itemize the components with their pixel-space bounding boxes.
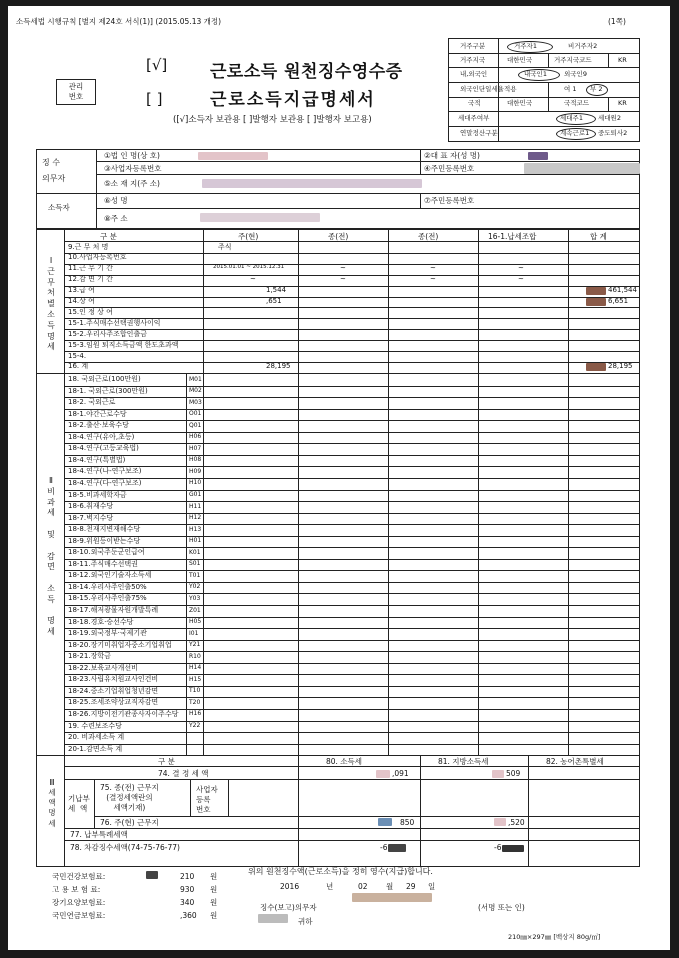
section2-row-code: H13 xyxy=(189,525,202,533)
row-divider xyxy=(64,663,640,664)
section2-row-code: Q01 xyxy=(189,421,202,429)
section2-row-code: H01 xyxy=(189,537,202,545)
row-divider xyxy=(64,466,640,467)
section2-row-code: Y22 xyxy=(189,722,201,729)
row-divider xyxy=(64,362,640,363)
section1-main-value: ~ xyxy=(250,275,256,284)
section2-row-label: 18-22.보육교사개선비 xyxy=(68,663,138,672)
row-divider xyxy=(64,593,640,594)
section2-row-label: 18-18.경호·승선수당 xyxy=(68,617,134,626)
section2-row-code: H14 xyxy=(189,664,202,672)
section2-row-code: Y21 xyxy=(189,641,201,649)
section2-row-code: M03 xyxy=(189,398,202,406)
section2-row-code: T20 xyxy=(189,698,201,706)
section2-row-label: 18-9.위원등이받는수당 xyxy=(68,536,141,545)
form-subtitle: ([√]소득자 보관용 [ ]발행자 보관용 [ ]발행자 보고용) xyxy=(173,115,372,125)
row-divider xyxy=(64,732,640,733)
section1-row-label: 16. 계 xyxy=(68,362,89,371)
section2-row-code: K01 xyxy=(189,548,201,556)
section2-side-label: Ⅱ 비 과 세 및 감 면 소 득 명 세 xyxy=(47,476,55,637)
section2-row-code: H08 xyxy=(189,456,202,464)
redaction xyxy=(586,287,606,295)
section2-row-label: 18-25.조세조약상교직자감면 xyxy=(68,698,159,707)
paper-spec: 210㎜×297㎜ [백상지 80g/㎡] xyxy=(508,933,601,941)
section1-total-value: 461,544 xyxy=(608,286,637,295)
section1-row-label: 15-2.우리사주조합인출금 xyxy=(68,329,147,338)
section2-row-code: Y03 xyxy=(189,594,201,602)
section2-row-label: 18-20.장기미취업자중소기업취업 xyxy=(68,640,172,649)
section1-main-value: 주식 xyxy=(218,242,232,251)
row-divider xyxy=(64,524,640,525)
section2-row-label: 18-26.지방이전기관종사자이주수당 xyxy=(68,709,179,718)
section2-row-label: 18-19.외국정부·국제기관 xyxy=(68,629,147,638)
row-divider xyxy=(64,478,640,479)
section2-row-label: 18. 국외근로(100만원) xyxy=(68,375,141,383)
section1-main-value: 1,544 xyxy=(266,286,287,295)
section2-row-code: G01 xyxy=(189,491,202,498)
section2-row-label: 19. 수련보조수당 xyxy=(68,721,122,730)
section2-row-code: H11 xyxy=(189,502,202,510)
row-divider xyxy=(64,351,640,352)
section1-period-sep: ~ xyxy=(340,275,346,284)
section2-row-label: 18-10.외국주둔군인급여 xyxy=(68,548,145,557)
row-divider xyxy=(64,721,640,722)
row-divider xyxy=(64,307,640,308)
row-divider xyxy=(64,536,640,537)
row-divider xyxy=(64,409,640,410)
section1-row-label: 15-4. xyxy=(68,351,87,360)
row-divider xyxy=(64,617,640,618)
row-divider xyxy=(64,432,640,433)
section2-row-label: 18-21.장학금 xyxy=(68,652,111,661)
row-divider xyxy=(64,582,640,583)
row-divider xyxy=(64,513,640,514)
section2-row-code: R10 xyxy=(189,652,201,660)
section1-side-label: Ⅰ 근 무 처 별 소 득 명 세 xyxy=(47,256,55,352)
check-receipt: [√] xyxy=(146,56,168,74)
payer-side-label: 징 수 의무자 xyxy=(42,158,66,183)
section2-row-code: Y02 xyxy=(189,583,201,591)
section1-main-value: ,651 xyxy=(266,297,282,305)
row-divider xyxy=(64,329,640,330)
section2-row-label: 18-2. 국외근로 xyxy=(68,398,116,407)
section2-row-code: H05 xyxy=(189,618,202,626)
row-divider xyxy=(64,420,640,421)
section1-row-label: 15-3.임원 퇴직소득금액 한도초과액 xyxy=(68,340,179,349)
section2-row-label: 20-1.감면소득 계 xyxy=(68,744,123,753)
section2-row-label: 18-24.중소기업취업청년감면 xyxy=(68,686,159,695)
section2-row-label: 18-11.주식매수선택권 xyxy=(68,559,138,568)
row-divider xyxy=(64,443,640,444)
section1-period-sep: ~ xyxy=(430,264,436,273)
redaction xyxy=(586,298,606,306)
section2-row-label: 18-4.연구(고등교육법) xyxy=(68,444,139,453)
section1-main-value: 28,195 xyxy=(266,362,291,371)
section1-period-sep: ~ xyxy=(430,275,436,284)
form-title-receipt: 근로소득 원천징수영수증 xyxy=(210,62,403,82)
withholding-receipt-form: 소득세법 시행규칙 [별지 제24호 서식(1)] (2015.05.13 개정) (1쪽) 관리 번호 [√] [ ] 근로소득 원천징수영수증 근로소득지급명세서 ([√]소득자 보관용 [ ]발행자 보관용 [ ]발행자 보고용) 거주구분 거주자1 비거주자2 거주지국 대한민국 거주지국코드 KR 내,외국인 내국인1 외국인9 외국인단일세율적용 여 1 부 2 국적 대한민국 국적코드 KR 세대주여부 세대주1 세대원2 연말정산구분 계속근로1 중도퇴사2 징 수 의무자 ①법 인 명(상 호) ②대 표 자(성 명) ③사업자등록번호 ④주민등록번호 ⑤소 재 지(주 소) 소득자 ⑥성 명 ⑦주민등록번호 ⑧주 소 구 분 주(현) 종(전) 종(전) 16-1.납세조합 합 계 Ⅰ 근 무 처 별 소 득 명 세 9.근 무 처 명 주식 10.사업자등록번호 11.근 무 기 간 2015.01.01 ~ 2015.12.31 ~ ~ ~ 12.감 면 기 간 ~ ~ ~ ~ 13.급 여 1,544 461,544 14.상 여 ,651 6,651 15.인 정 상 여 15-1.주식매수선택권행사이익 15-2.우리사주조합인출금 15-3.임원 퇴직소득금액 한도초과액 15-4. 16. 계 28,195 28,195 Ⅱ 비 과 세 및 감 면 소 득 명 세 18. 국외근로(100만원) M01 18-1. 국외근로(300만원) M02 18-2. 국외근로 M03 18-1.야간근로수당 O01 18-2.출산·보육수당 Q01 18-4.연구(유아,초등) H06 18-4.연구(고등교육법) H07 18-4.연구(특별법) H08 18-4.연구(나-연구보조) H09 18-4.연구(다-연구보조) H10 18-5.비과세학자금 G01 18-6.취재수당 H11 18-7.벽지수당 H12 18-8.천재지변재해수당 H13 18-9.위원등이받는수당 H01 18-10.외국주둔군인급여 K01 18-11.주식매수선택권 S01 18-12.외국인기술자소득세 T01 18-14.우리사주인출50% Y02 18-15.우리사주인출75% Y03 18-17.해저광물자원개발특례 Z01 18-18.경호·승선수당 H05 18-19.외국정부·국제기관 I01 18-20.장기미취업자중소기업취업 Y21 18-21.장학금 R10 18-22.보육교사개선비 H14 18-23.사립유치원교사인건비 H15 18-24.중소기업취업청년감면 T10 18-25.조세조약상교직자감면 T20 18-26.지방이전기관종사자이주수당 H16 19. 수련보조수당 Y22 20. 비과세소득 계 20-1.감면소득 계 구 분 80. 소득세 81. 지방소득세 82. 농어촌특별세 Ⅲ 세 액 명 세 74. 결 정 세 액 ,091 509 기납부 세 액 75. 종(전) 근무지 (결정세액란의 세액기재) 사업자 등록 번호 76. 주(현) 근무지 850 ,520 77. 납부특례세액 78. 차감징수세액(74-75-76-77) -6 -6 국민건강보험료: 210 원 고 용 보 험 료: 930 원 장기요양보험료: 340 원 국민연금보험료: ,360 원 위의 원천징수액(근로소득)을 정히 영수(지급)합니다. 2016 년 02 월 29 일 징수(보고)의무자 (서명 또는 인) 귀하 210㎜×297㎜ [백상지 80g/㎡] xyxy=(8,6,670,950)
section2-row-code: T01 xyxy=(189,571,201,579)
section1-period-sep: ~ xyxy=(340,264,346,273)
section2-row-label: 18-12.외국인기술자소득세 xyxy=(68,571,152,580)
section1-row-label: 10.사업자등록번호 xyxy=(68,253,127,262)
section2-row-code: H15 xyxy=(189,675,202,683)
row-divider xyxy=(64,253,640,254)
section1-row-label: 15.인 정 상 여 xyxy=(68,307,113,316)
section2-row-code: H09 xyxy=(189,467,202,475)
section2-row-code: O01 xyxy=(189,410,202,418)
row-divider xyxy=(64,547,640,548)
row-divider xyxy=(64,286,640,287)
rule-title: 소득세법 시행규칙 [별지 제24호 서식(1)] (2015.05.13 개정) xyxy=(16,17,222,26)
section2-row-label: 18-4.연구(나-연구보조) xyxy=(68,467,142,476)
section2-row-label: 18-17.해저광물자원개발특례 xyxy=(68,606,159,614)
row-divider xyxy=(64,501,640,502)
section2-row-label: 20. 비과세소득 계 xyxy=(68,733,125,742)
row-divider xyxy=(64,651,640,652)
section2-row-code: S01 xyxy=(189,560,201,568)
row-divider xyxy=(64,297,640,298)
section2-row-label: 18-4.연구(다-연구보조) xyxy=(68,478,142,487)
section2-row-code: I01 xyxy=(189,629,199,637)
section2-row-label: 18-7.벽지수당 xyxy=(68,513,114,522)
section2-row-label: 18-1.야간근로수당 xyxy=(68,409,127,418)
section2-row-code: H16 xyxy=(189,710,202,718)
row-divider xyxy=(64,386,640,387)
section2-row-label: 18-23.사립유치원교사인건비 xyxy=(68,675,159,684)
section2-row-label: 18-4.연구(특별법) xyxy=(68,455,126,464)
section2-row-label: 18-15.우리사주인출75% xyxy=(68,594,147,603)
section1-row-label: 13.급 여 xyxy=(68,286,95,295)
section2-row-code: H07 xyxy=(189,444,202,452)
section1-row-label: 14.상 여 xyxy=(68,297,95,305)
section1-main-value: 2015.01.01 ~ 2015.12.31 xyxy=(213,264,285,271)
row-divider xyxy=(64,397,640,398)
section1-total-value: 6,651 xyxy=(608,297,629,305)
section3-side-label: Ⅲ 세 액 명 세 xyxy=(48,778,56,828)
statement: 위의 원천징수액(근로소득)을 정히 영수(지급)합니다. xyxy=(248,867,433,876)
earner-side-label: 소득자 xyxy=(48,203,70,212)
section2-row-code: Z01 xyxy=(189,606,201,614)
row-divider xyxy=(64,264,640,265)
section2-row-code: M02 xyxy=(189,387,202,395)
row-divider xyxy=(64,628,640,629)
page-label: (1쪽) xyxy=(608,17,626,26)
section2-row-label: 18-5.비과세학자금 xyxy=(68,490,127,499)
section2-row-label: 18-6.취재수당 xyxy=(68,502,114,511)
section1-row-label: 11.근 무 기 간 xyxy=(68,264,113,273)
section2-row-code: H12 xyxy=(189,514,202,522)
redaction xyxy=(586,363,606,371)
section1-period-sep: ~ xyxy=(518,275,524,284)
section2-row-label: 18-2.출산·보육수당 xyxy=(68,421,129,430)
section2-row-label: 18-1. 국외근로(300만원) xyxy=(68,386,148,395)
section1-total-value: 28,195 xyxy=(608,362,633,371)
section2-row-label: 18-4.연구(유아,초등) xyxy=(68,432,135,441)
section2-row-code: T10 xyxy=(189,687,201,695)
row-divider xyxy=(64,275,640,276)
row-divider xyxy=(64,559,640,560)
section2-row-label: 18-8.천재지변재해수당 xyxy=(68,525,141,534)
section1-row-label: 15-1.주식매수선택권행사이익 xyxy=(68,318,161,327)
row-divider xyxy=(64,490,640,491)
section2-row-code: H10 xyxy=(189,479,202,487)
section1-row-label: 9.근 무 처 명 xyxy=(68,242,109,251)
form-title-statement: 근로소득지급명세서 xyxy=(210,90,376,110)
section2-row-label: 18-14.우리사주인출50% xyxy=(68,582,147,591)
section1-period-sep: ~ xyxy=(518,264,524,273)
row-divider xyxy=(64,455,640,456)
section1-row-label: 12.감 면 기 간 xyxy=(68,275,113,284)
section2-row-code: H06 xyxy=(189,433,202,441)
check-statement: [ ] xyxy=(146,90,163,108)
mgmt-label: 관리 번호 xyxy=(68,82,84,101)
row-divider xyxy=(64,744,640,745)
section2-row-code: M01 xyxy=(189,375,202,383)
